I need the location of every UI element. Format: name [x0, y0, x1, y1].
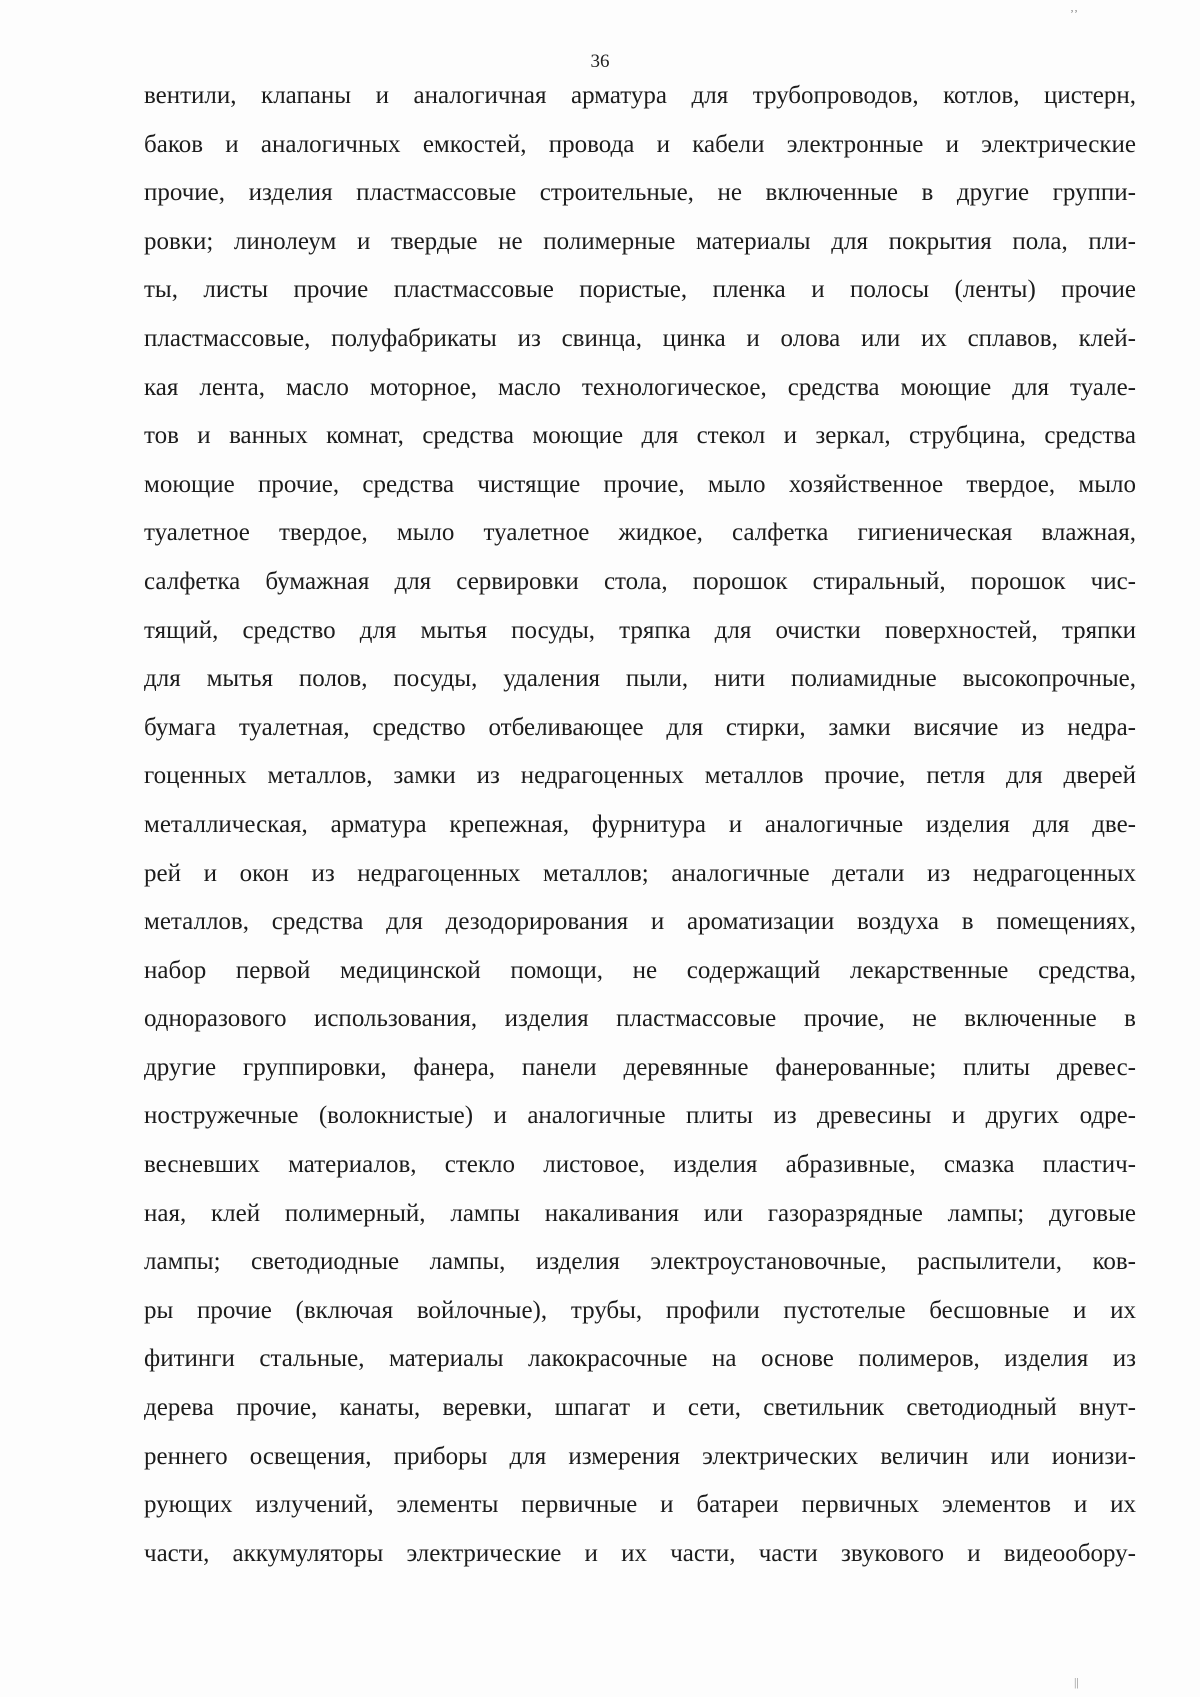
text-line: бумага туалетная, средство отбеливающее для стирки, замки висячие из недра- — [144, 713, 1136, 741]
page-number: 36 — [590, 51, 610, 72]
text-line: ты, листы прочие пластмассовые пористые, пленка и полосы (ленты) прочие — [144, 276, 1136, 304]
text-line: рующих излучений, элементы первичные и батареи первичных элементов и их — [144, 1491, 1136, 1519]
scan-corner-mark: ‚‚ — [1070, 0, 1078, 14]
text-line: тящий, средство для мытья посуды, тряпка для очистки поверхностей, тряпки — [144, 616, 1136, 644]
body-text — [144, 78, 1136, 1584]
text-line: моющие прочие, средства чистящие прочие, мыло хозяйственное твердое, мыло — [144, 470, 1136, 498]
text-line: прочие, изделия пластмассовые строительные, не включенные в другие группи- — [144, 179, 1136, 207]
text-line: реннего освещения, приборы для измерения электрических величин или ионизи- — [144, 1442, 1136, 1470]
text-line: части, аккумуляторы электрические и их части, части звукового и видеообору- — [144, 1539, 1136, 1567]
text-line: набор первой медицинской помощи, не содержащий лекарственные средства, — [144, 956, 1136, 984]
text-line: тов и ванных комнат, средства моющие для стекол и зеркал, струбцина, средства — [144, 422, 1136, 450]
text-line: другие группировки, фанера, панели деревянные фанерованные; плиты древес- — [144, 1053, 1136, 1081]
text-line: лампы; светодиодные лампы, изделия электроустановочные, распылители, ков- — [144, 1248, 1136, 1276]
text-line: гоценных металлов, замки из недрагоценных металлов прочие, петля для дверей — [144, 762, 1136, 790]
text-line: баков и аналогичных емкостей, провода и кабели электронные и электрические — [144, 130, 1136, 158]
text-line: ры прочие (включая войлочные), трубы, профили пустотелые бесшовные и их — [144, 1296, 1136, 1324]
text-line: вентили, клапаны и аналогичная арматура для трубопроводов, котлов, цистерн, — [144, 82, 1136, 109]
text-line: ностружечные (волокнистые) и аналогичные плиты из древесины и других одре- — [144, 1102, 1136, 1130]
text-line: для мытья полов, посуды, удаления пыли, нити полиамидные высокопрочные, — [144, 665, 1136, 693]
text-line: кая лента, масло моторное, масло технологическое, средства моющие для туале- — [144, 373, 1136, 401]
text-line: одноразового использования, изделия пластмассовые прочие, не включенные в — [144, 1005, 1136, 1033]
text-line: туалетное твердое, мыло туалетное жидкое, салфетка гигиеническая влажная, — [144, 519, 1136, 547]
text-line: металлов, средства для дезодорирования и ароматизации воздуха в помещениях, — [144, 908, 1136, 936]
text-line: дерева прочие, канаты, веревки, шпагат и сети, светильник светодиодный внут- — [144, 1394, 1136, 1422]
text-line: салфетка бумажная для сервировки стола, порошок стиральный, порошок чис- — [144, 567, 1136, 595]
scan-corner-mark: || — [1074, 1675, 1079, 1689]
text-line: пластмассовые, полуфабрикаты из свинца, цинка и олова или их сплавов, клей- — [144, 324, 1136, 352]
text-line: рей и окон из недрагоценных металлов; аналогичные детали из недрагоценных — [144, 859, 1136, 887]
text-line: ровки; линолеум и твердые не полимерные материалы для покрытия пола, пли- — [144, 227, 1136, 255]
text-line: металлическая, арматура крепежная, фурнитура и аналогичные изделия для две- — [144, 810, 1136, 838]
text-line: фитинги стальные, материалы лакокрасочные на основе полимеров, изделия из — [144, 1345, 1136, 1373]
text-line: весневших материалов, стекло листовое, изделия абразивные, смазка пластич- — [144, 1151, 1136, 1179]
text-line: ная, клей полимерный, лампы накаливания или газоразрядные лампы; дуговые — [144, 1199, 1136, 1227]
